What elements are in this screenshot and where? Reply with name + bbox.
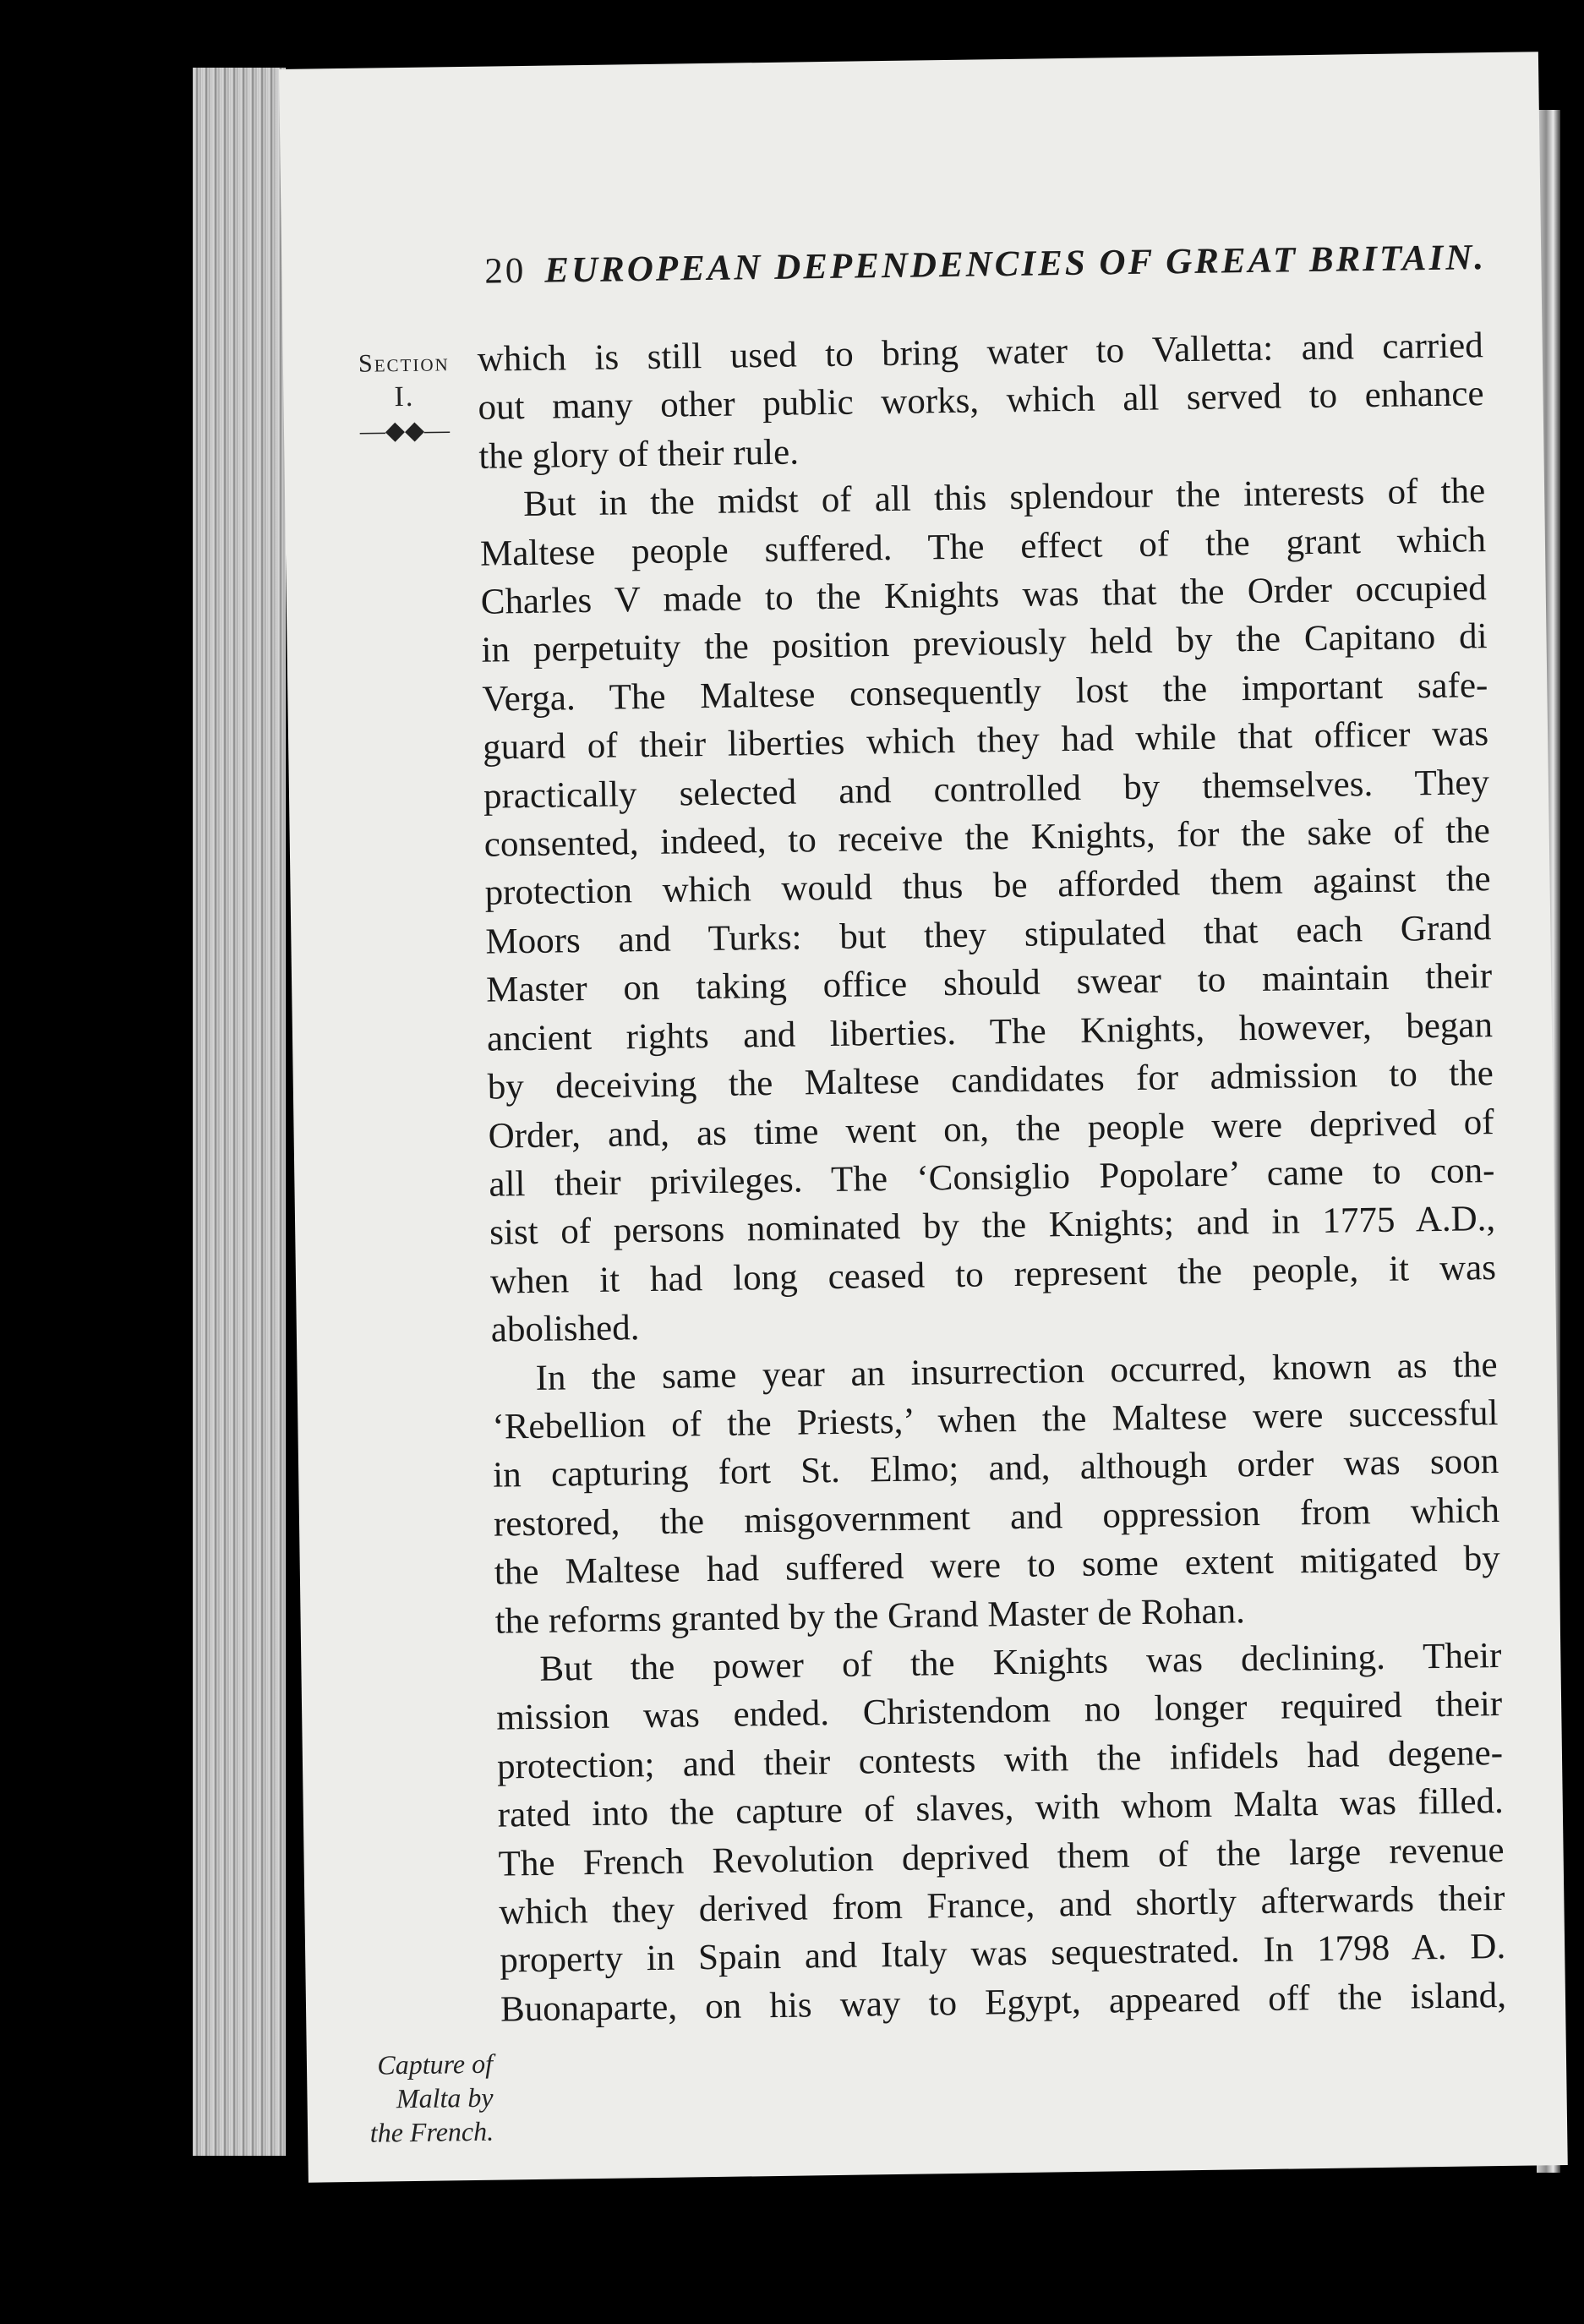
book-page	[279, 52, 1568, 2183]
text-line: which is still used to bring water to Valletta: and carried	[477, 325, 1484, 380]
text-line: Buonaparte, on his way to Egypt, appeared off the island,	[500, 1975, 1507, 2030]
text-line: Order, and, as time went on, the people were deprived of	[488, 1102, 1494, 1157]
text-line: ancient rights and liberties. The Knights, however, began	[486, 1004, 1494, 1059]
section-number: I.	[394, 380, 415, 413]
text-line: mission was ended. Christendom no longer required their	[495, 1684, 1503, 1738]
section-ornament: —◆◆—	[359, 416, 451, 446]
text-line: when it had long ceased to represent the people, it was	[489, 1247, 1497, 1302]
text-line: protection which would thus be afforded them against the	[484, 859, 1491, 914]
text-line: restored, the misgovernment and oppression from which	[493, 1490, 1500, 1545]
text-line: in capturing fort St. Elmo; and, although order was soon	[492, 1441, 1499, 1496]
text-line: rated into the capture of slaves, with whom Malta was filled.	[497, 1781, 1505, 1835]
text-line: Verga. The Maltese consequently lost the important safe-	[482, 664, 1488, 719]
text-line: protection; and their contests with the infidels had degene-	[496, 1732, 1504, 1787]
text-line: in perpetuity the position previously held by the Capitano di	[481, 616, 1488, 671]
text-line: But the power of the Knights was declining. Their	[539, 1635, 1502, 1689]
text-line: practically selected and controlled by themselves. They	[483, 762, 1490, 817]
text-line: the Maltese had suffered were to some extent mitigated by	[494, 1539, 1501, 1593]
book-page-edges	[193, 68, 286, 2156]
body-text	[477, 321, 1506, 2034]
text-line: the glory of their rule.	[478, 432, 800, 477]
text-line: The French Revolution deprived them of the large revenue	[498, 1829, 1505, 1884]
text-line: sist of persons nominated by the Knights; and in 1775 A.D.,	[489, 1199, 1496, 1253]
text-line: abolished.	[490, 1308, 640, 1350]
margin-note	[341, 2047, 494, 2151]
margin-note-line: Capture of	[377, 2048, 494, 2081]
text-line: consented, indeed, to receive the Knights, for the sake of the	[483, 811, 1491, 865]
text-line: all their privileges. The ‘Consiglio Popolare’ came to con-	[489, 1150, 1495, 1205]
margin-note-line: the French.	[369, 2115, 494, 2148]
text-line: Maltese people suffered. The effect of the grant which	[479, 519, 1487, 574]
text-line: out many other public works, which all served to enhance	[478, 374, 1484, 429]
text-line: the reforms granted by the Grand Master de Rohan.	[494, 1590, 1246, 1642]
text-line: ‘Rebellion of the Priests,’ when the Maltese were successful	[492, 1392, 1499, 1447]
text-line: In the same year an insurrection occurred, known as the	[535, 1344, 1498, 1398]
page-number: 20	[484, 250, 527, 292]
text-line: property in Spain and Italy was sequestrated. In 1798 A. D.	[499, 1927, 1506, 1981]
text-line: guard of their liberties which they had while that officer was	[482, 714, 1489, 768]
section-label: Section	[358, 348, 450, 378]
text-line: by deceiving the Maltese candidates for admission to the	[487, 1053, 1494, 1107]
text-line: Moors and Turks: but they stipulated that each Grand	[485, 907, 1492, 962]
text-line: Charles V made to the Knights was that the Order occupied	[480, 568, 1488, 622]
running-title: EUROPEAN DEPENDENCIES OF GREAT BRITAIN.	[544, 238, 1487, 291]
text-line: Master on taking office should swear to maintain their	[485, 956, 1493, 1010]
text-line: which they derived from France, and shortly afterwards their	[499, 1878, 1505, 1933]
section-marker	[341, 346, 469, 449]
running-header	[484, 237, 1486, 293]
text-line: But in the midst of all this splendour the interests of the	[522, 471, 1486, 525]
margin-note-line: Malta by	[396, 2081, 494, 2114]
